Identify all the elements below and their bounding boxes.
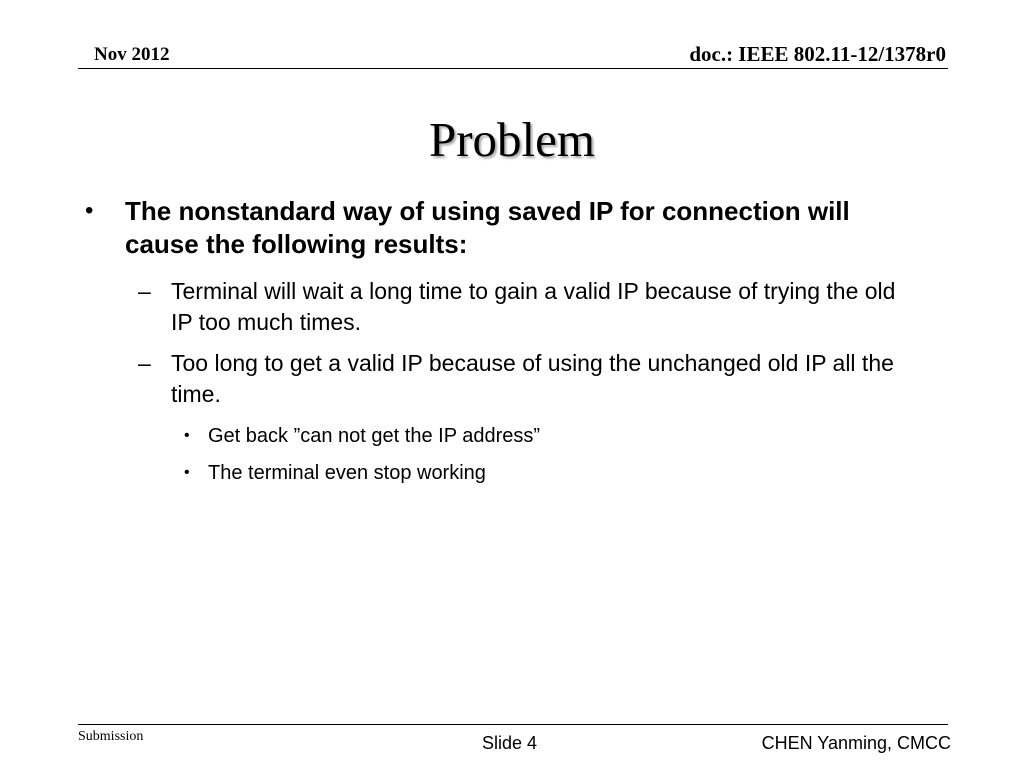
sub-bullet-2-marker: – [138, 350, 151, 376]
sub-sub-bullet-2 [184, 460, 884, 486]
sub-bullet-2-text: Too long to get a valid IP because of using the unchanged old IP all the time. [171, 350, 894, 407]
footer-submission-label: Submission [78, 729, 144, 744]
header-document-id: doc.: IEEE 802.11-12/1378r0 [689, 42, 946, 66]
sub-sub-bullet-2-text: The terminal even stop working [208, 462, 486, 484]
header-date: Nov 2012 [94, 44, 170, 65]
footer-slide-number: Slide 4 [482, 733, 538, 753]
sub-bullet-1-marker: – [138, 278, 151, 304]
footer-divider [78, 724, 948, 725]
sub-sub-bullet-1-text: Get back ”can not get the IP address” [208, 425, 541, 447]
sub-sub-bullet-2-marker: • [184, 464, 190, 481]
sub-bullet-1 [138, 276, 918, 338]
bullet-main [85, 195, 920, 261]
sub-bullet-1-text: Terminal will wait a long time to gain a valid IP because of trying the old IP too much times. [171, 278, 896, 335]
bullet-main-text: The nonstandard way of using saved IP for connection will cause the following results: [125, 196, 850, 259]
sub-bullet-2 [138, 348, 918, 410]
slide-title: Problem [428, 112, 596, 167]
bullet-main-marker: • [85, 197, 94, 224]
footer-author: CHEN Yanming, CMCC [761, 733, 951, 753]
sub-sub-bullet-1-marker: • [184, 427, 190, 444]
sub-sub-bullet-1 [184, 423, 884, 449]
